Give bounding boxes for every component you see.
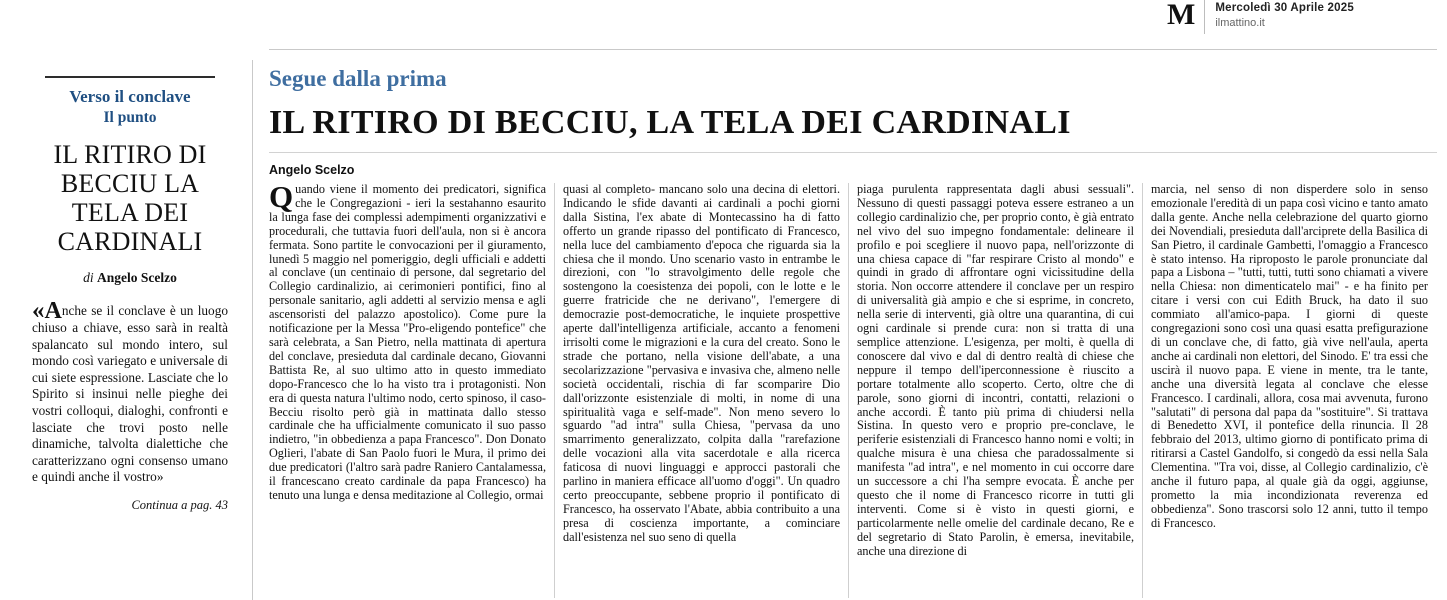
masthead <box>1167 0 1437 44</box>
rail-top-rule <box>45 76 215 78</box>
rail-quote-text: nche se il conclave è un luogo chiuso a chiave, esso sarà in realtà spalancato sul mondo intero, sul mondo così variegato e universale di cui siete espressione. Lasciate che lo Spirito si insinui nelle pieghe dei vostri colloqui, dialoghi, confronti e lasciate che trovi posto nelle dinamiche, talvolta dialettiche che caratterizzano ogni consenso umano e quindi anche il vostro» <box>32 303 228 485</box>
section-label: Segue dalla prima <box>269 66 447 91</box>
rail-quote-dropcap: A <box>44 298 62 324</box>
article-column-4 <box>1151 183 1428 598</box>
rail-continues-ref: Continua a pag. 43 <box>131 497 228 512</box>
article-column-3 <box>857 183 1134 598</box>
rail-title: IL RITIRO DI BECCIU LA TELA DEI CARDINALI <box>53 140 207 256</box>
rail-byline <box>32 270 228 286</box>
rail-kicker-line2: Il punto <box>103 109 157 126</box>
article-author: Angelo Scelzo <box>269 163 355 177</box>
headline-rule <box>269 152 1437 153</box>
masthead-divider <box>1204 0 1205 34</box>
article-body <box>269 183 1437 598</box>
masthead-website: ilmattino.it <box>1215 17 1265 29</box>
rail-byline-prefix: di <box>83 270 97 285</box>
masthead-logo: M <box>1167 0 1195 31</box>
rail-divider <box>252 60 253 600</box>
article-column-1 <box>269 183 546 598</box>
column-separator <box>1142 183 1143 598</box>
column-dropcap: Q <box>269 183 294 214</box>
column-separator <box>554 183 555 598</box>
column-text: quasi al completo- mancano solo una decina di elettori. Indicando le sfide davanti ai cardinali a pochi giorni dalla Sistina, l'ex abate di Montecassino ha di fatto offerto un grande ripasso del pontificato di Francesco, nella luce del cambiamento d'epoca che riguarda sia la chiesa che il mondo. Uno scenario vasto in entrambe le direzioni, con "lo stravolgimento delle regole che sostengono la coesistenza dei popoli, con le lotte e le guerre fratricide che ne derivano", l'emergere di democrazie post-democratiche, le inquiete prospettive aperte dall'intelligenza artificiale, accanto a fenomeni irrisolti come le migrazioni e la cura del creato. Sono le strade che portano, nella visione dell'abate, a una secolarizzazione "pervasiva e invasiva che, almeno nelle società occidentali, rischia di far scomparire Dio dall'orizzonte esistenziale di molti, in nome di una spiritualità vaga e self-made". Non meno severo lo sguardo "ad intra" sulla Chiesa, "pervasa da uno smarrimento generalizzato, colpita dalla "rarefazione delle vocazioni alla vita sacerdotale e alla ricerca faticosa di nuovi linguaggi e approcci pastorali che parlino in maniera efficace all'uomo d'oggi". Un quadro certo preoccupante, sebbene proprio il pontificato di Francesco, ha osservato l'Abate, abbia contribuito a una presa di coscienza importante, a cominciare dall'esistenza nel suo seno di quella <box>563 183 840 544</box>
column-text: marcia, nel senso di non disperdere solo in senso emozionale l'eredità di un papa così vicino e tanto amato dalla gente. Anche nella celebrazione del quarto giorno dei Novendiali, presieduta dall'arciprete della Basilica di San Pietro, il cardinale Gambetti, l'omaggio a Francesco è stato intenso. Ha riproposto le parole pronunciate dal papa a Lisbona – "tutti, tutti, tutti sono chiamati a vivere nella Chiesa: non dimenticatelo mai" - e ha finito per citare i versi con cui Edith Bruck, ha dato il suo commiato all'amico-papa. I giorni di queste congregazioni sono così una quasi esatta prefigurazione di un conclave che, di fatto, già vive nell'aula, aperta anche ai cardinali non elettori, del Sinodo. E' tra essi che uscirà il nuovo papa. E viene in mente, tra le tante, anche una diversità legata al conclave che elesse Francesco. I cardinali, allora, cosa mai avvenuta, furono "salutati" di persona dal papa da "sostituire". Si trattava di Benedetto XVI, il pontefice della rinuncia. Il 28 febbraio del 2013, ultimo giorno di pontificato prima di ritirarsi a Castel Gandolfo, si congedò da essi nella Sala Clementina. "Tra voi, disse, al Collegio cardinalizio, c'è anche il futuro papa, al quale già da oggi, aggiunse, prometto la mia incondizionata reverenza ed obbedienza". Sono trascorsi solo 12 anni, tutto il tempo di Francesco. <box>1151 183 1428 530</box>
rail-byline-name: Angelo Scelzo <box>97 270 177 285</box>
column-text: piaga purulenta rappresentata dagli abusi sessuali". Nessuno di questi passaggi poteva essere estraneo a un collegio cardinalizio che, per proprio conto, è già entrato nel vivo del suo impegno fondamentale: delineare il profilo e poi scegliere il nuovo papa, nell'orizzonte di una chiesa capace di "far respirare Cristo al mondo" e quindi in grado di affrontare ogni vicissitudine della storia. Non occorre attendere il conclave per un respiro di universalità già ampio e che si esprime, in concreto, nella serie di interventi, già oltre una quarantina, di cui ogni cardinale si prende cura: non si tratta di una semplice attenzione. L'esigenza, per molti, è quella di conoscere dal vivo e dal di dentro realtà di chiese che neppure il tempo dell'iperconnessione è riuscito a portare totalmente allo scoperto. Certo, oltre che di parole, sono giorni di incontri, contatti, relazioni o anche accordi. È tanto più prima di chiudersi nella Sistina. In questo vero e proprio pre-conclave, le periferie esistenziali di Francesco hanno nomi e volti; in qualche misura è una chiesa che paradossalmente si manifesta "ad intra", e nel momento in cui occorre dare un successore a chi l'ha sempre evocata. È anche per questo che il nome di Francesco ricorre in tutti gli interventi. Come si è visto in questi giorni, e particolarmente nelle omelie del cardinale decano, Re e del segretario di Stato Parolin, è emersa, inevitabile, anche una direzione di <box>857 183 1134 558</box>
rail-kicker-line1: Verso il conclave <box>69 87 191 106</box>
rail-kicker <box>32 86 228 128</box>
column-text: uando viene il momento dei predicatori, significa che le Congregazioni - ieri la sestahanno esaurito la lunga fase dei complessi adempimenti organizzativi e procedurali, che tuttavia fuori dell'aula, non si è ancora fermata. Sono partite le convocazioni per il giuramento, lunedì 5 maggio nel pomeriggio, degli ufficiali e addetti al conclave (un centinaio di persone, dal segretario del Collegio cardinalizio, ai cerimonieri pontifici, fino al personale sanitario, agli addetti al servizio mensa e agli ascensoristi del palazzo apostolico). Come pure la notificazione per la Messa "Pro-eligendo pontefice" che sarà celebrata, a San Pietro, nella mattinata di apertura del conclave, presieduta dal cardinale decano, Giovanni Battista Re, al suo ultimo atto in questo immediato dopo-Francesco che lo ha visto tra i protagonisti. Non era di questa natura l'ultimo nodo, certo spinoso, il caso-Becciu risolto però già in mattinata dallo stesso cardinale che ha ufficialmente comunicato il suo passo indietro, "in obbedienza a papa Francesco". Don Donato Oglieri, l'abate di San Paolo fuori le Mura, il primo dei due predicatori (l'altro sarà padre Raniero Cantalamessa, il francescano creato cardinale da papa Francesco) ha tenuto una lunga e densa meditazione al Collegio, ormai <box>269 183 546 502</box>
page-title: IL RITIRO DI BECCIU, LA TELA DEI CARDINALI <box>269 104 1071 141</box>
sidebar-teaser <box>32 76 228 513</box>
masthead-info <box>1215 0 1354 29</box>
masthead-date: Mercoledì 30 Aprile 2025 <box>1215 2 1354 14</box>
top-divider <box>269 49 1437 50</box>
rail-pullquote <box>32 297 228 486</box>
article-column-2 <box>563 183 840 598</box>
column-separator <box>848 183 849 598</box>
rail-quote-open: « <box>32 297 45 324</box>
